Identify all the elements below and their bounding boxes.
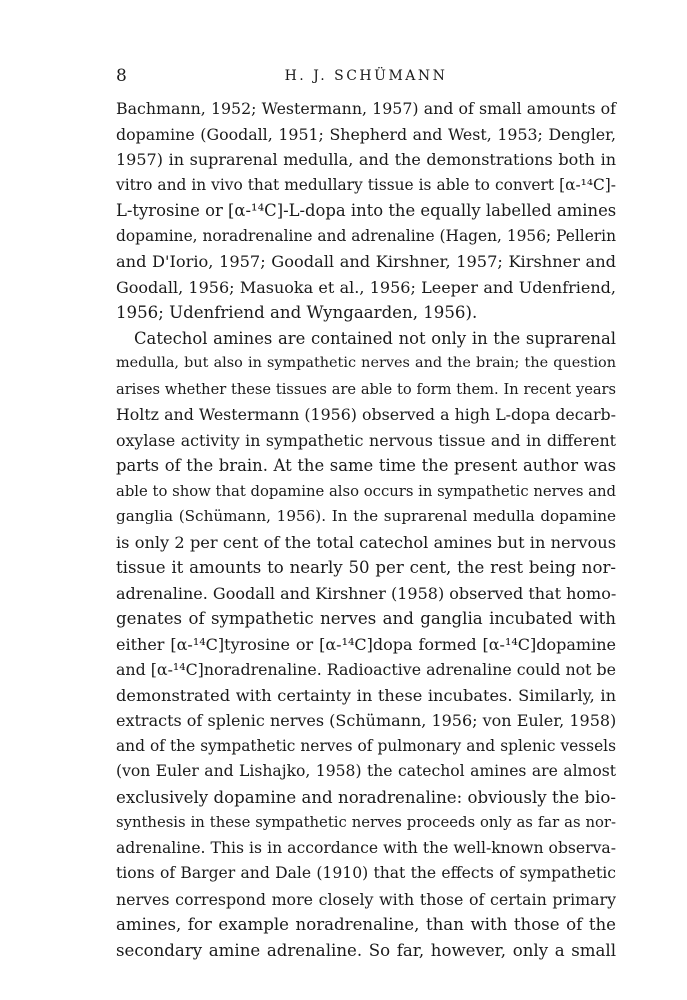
- text-line: exclusively dopamine and noradrenaline: obviously the bio-: [116, 787, 616, 807]
- text-line: ganglia (Schümann, 1956). In the suprarenal medulla dopamine: [116, 507, 616, 525]
- text-line: synthesis in these sympathetic nerves proceeds only as far as nor-: [116, 814, 616, 831]
- text-line: demonstrated with certainty in these incubates. Similarly, in: [116, 685, 616, 705]
- text-line: nerves correspond more closely with those of certain primary: [116, 889, 616, 909]
- text-line: Catechol amines are contained not only in the suprarenal: [134, 328, 616, 348]
- text-line: secondary amine adrenaline. So far, however, only a small: [116, 940, 616, 960]
- text-line: Bachmann, 1952; Westermann, 1957) and of small amounts of: [116, 99, 616, 118]
- page-number: 8: [116, 66, 127, 86]
- text-line: tissue it amounts to nearly 50 per cent, the rest being nor-: [116, 558, 616, 577]
- body-text: [116, 96, 616, 963]
- text-line: is only 2 per cent of the total catechol amines but in nervous: [116, 532, 616, 552]
- text-line: dopamine, noradrenaline and adrenaline (Hagen, 1956; Pellerin: [116, 226, 616, 245]
- text-line: dopamine (Goodall, 1951; Shepherd and West, 1953; Dengler,: [116, 124, 616, 144]
- text-line: adrenaline. Goodall and Kirshner (1958) observed that homo-: [116, 583, 617, 603]
- text-line: and D'Iorio, 1957; Goodall and Kirshner, 1957; Kirshner and: [116, 252, 616, 271]
- text-line: Goodall, 1956; Masuoka et al., 1956; Leeper and Udenfriend,: [116, 277, 616, 297]
- text-line: amines, for example noradrenaline, than with those of the: [116, 915, 616, 934]
- text-line: L-tyrosine or [α-¹⁴C]-L-dopa into the equally labelled amines: [116, 201, 617, 220]
- text-line: either [α-¹⁴C]tyrosine or [α-¹⁴C]dopa formed [α-¹⁴C]dopamine: [116, 634, 616, 654]
- text-line: genates of sympathetic nerves and ganglia incubated with: [116, 609, 616, 628]
- text-line: oxylase activity in sympathetic nervous tissue and in different: [116, 430, 616, 450]
- text-line: and [α-¹⁴C]noradrenaline. Radioactive adrenaline could not be: [116, 660, 616, 679]
- text-line: 1957) in suprarenal medulla, and the demonstrations both in: [116, 150, 616, 169]
- text-line: and of the sympathetic nerves of pulmonary and splenic vessels: [116, 736, 616, 755]
- text-line: Holtz and Westermann (1956) observed a high L-dopa decarb-: [116, 405, 616, 424]
- text-line: extracts of splenic nerves (Schümann, 1956; von Euler, 1958): [116, 711, 617, 730]
- text-line: medulla, but also in sympathetic nerves and the brain; the question: [116, 355, 616, 371]
- text-line: tions of Barger and Dale (1910) that the effects of sympathetic: [116, 864, 616, 882]
- running-head: [116, 66, 616, 90]
- running-title: H. J. SCHÜMANN: [284, 68, 448, 84]
- text-line: arises whether these tissues are able to form them. In recent years: [116, 380, 616, 398]
- text-line: 1956; Udenfriend and Wyngaarden, 1956).: [116, 303, 478, 322]
- text-line: (von Euler and Lishajko, 1958) the catechol amines are almost: [116, 762, 616, 780]
- text-line: vitro and in vivo that medullary tissue is able to convert [α-¹⁴C]-: [116, 175, 616, 194]
- text-line: parts of the brain. At the same time the present author was: [116, 456, 616, 475]
- text-line: adrenaline. This is in accordance with the well-known observa-: [116, 838, 616, 857]
- text-line: able to show that dopamine also occurs in sympathetic nerves and: [116, 482, 616, 500]
